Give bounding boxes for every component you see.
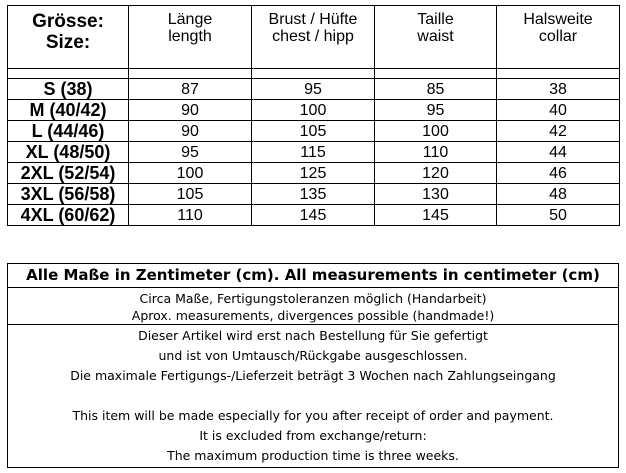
size-chart-header-row [8, 6, 620, 69]
spacer-cell [8, 69, 129, 79]
waist-cell: 130 [375, 184, 497, 205]
waist-header-en: waist [417, 28, 454, 45]
length-cell: 105 [129, 184, 252, 205]
length-header-de: Länge [167, 11, 213, 28]
length-cell: 90 [129, 121, 252, 142]
size-cell: S (38) [8, 79, 129, 100]
table-row [8, 100, 620, 121]
chest-header-cell [252, 6, 375, 69]
table-row [8, 142, 620, 163]
size-header-en: Size: [45, 32, 91, 53]
table-row [8, 205, 620, 226]
chest-cell: 145 [252, 205, 375, 226]
collar-header-en: collar [538, 28, 578, 45]
waist-cell: 95 [375, 100, 497, 121]
waist-cell: 110 [375, 142, 497, 163]
length-cell: 95 [129, 142, 252, 163]
length-cell: 90 [129, 100, 252, 121]
size-cell: 4XL (60/62) [8, 205, 129, 226]
waist-header-de: Taille [417, 11, 454, 28]
collar-cell: 50 [497, 205, 620, 226]
chest-header-de: Brust / Hüfte [268, 11, 358, 28]
chest-cell: 115 [252, 142, 375, 163]
length-cell: 87 [129, 79, 252, 100]
notice-de-line: Die maximale Fertigungs-/Lieferzeit beträgt 3 Wochen nach Zahlungseingang [70, 368, 556, 383]
chest-cell: 95 [252, 79, 375, 100]
waist-cell: 100 [375, 121, 497, 142]
notes-title: Alle Maße in Zentimeter (cm). All measurements in centimeter (cm) [8, 264, 618, 288]
notice-de-line: Dieser Artikel wird erst nach Bestellung für Sie gefertigt [138, 328, 488, 343]
table-row [8, 163, 620, 184]
measurement-notes-box [7, 263, 619, 468]
size-cell: 2XL (52/54) [8, 163, 129, 184]
table-row [8, 79, 620, 100]
spacer-cell [129, 69, 252, 79]
spacer-row [8, 69, 620, 79]
collar-cell: 40 [497, 100, 620, 121]
size-header-de: Grösse: [32, 11, 104, 32]
spacer-cell [497, 69, 620, 79]
size-cell: L (44/46) [8, 121, 129, 142]
chest-cell: 105 [252, 121, 375, 142]
collar-cell: 38 [497, 79, 620, 100]
chest-cell: 125 [252, 163, 375, 184]
notice-en-line: This item will be made especially for you after receipt of order and payment. [72, 408, 554, 423]
approx-notice-de: Circa Maße, Fertigungstoleranzen möglich (Handarbeit) [139, 291, 487, 306]
spacer-cell [252, 69, 375, 79]
waist-cell: 120 [375, 163, 497, 184]
waist-cell: 85 [375, 79, 497, 100]
table-row [8, 184, 620, 205]
size-chart-table [7, 5, 620, 226]
chest-cell: 100 [252, 100, 375, 121]
spacer-cell [375, 69, 497, 79]
waist-cell: 145 [375, 205, 497, 226]
chest-header-en: chest / hipp [272, 28, 354, 45]
approx-notice-en: Aprox. measurements, divergences possible (handmade!) [131, 308, 495, 323]
notice-de-line: und ist von Umtausch/Rückgabe ausgeschlossen. [158, 348, 468, 363]
length-header-en: length [168, 28, 212, 45]
collar-header-de: Halsweite [523, 11, 593, 28]
collar-cell: 48 [497, 184, 620, 205]
notice-en-line: It is excluded from exchange/return: [199, 428, 427, 443]
made-to-order-notice [8, 325, 618, 466]
size-cell: M (40/42) [8, 100, 129, 121]
size-cell: XL (48/50) [8, 142, 129, 163]
size-header-cell [8, 6, 129, 69]
size-cell: 3XL (56/58) [8, 184, 129, 205]
waist-header-cell [375, 6, 497, 69]
notice-spacer [8, 386, 618, 406]
table-row [8, 121, 620, 142]
chest-cell: 135 [252, 184, 375, 205]
collar-cell: 42 [497, 121, 620, 142]
collar-cell: 44 [497, 142, 620, 163]
length-cell: 100 [129, 163, 252, 184]
length-header-cell [129, 6, 252, 69]
approx-notice [8, 288, 618, 325]
collar-header-cell [497, 6, 620, 69]
length-cell: 110 [129, 205, 252, 226]
collar-cell: 46 [497, 163, 620, 184]
notice-en-line: The maximum production time is three weeks. [167, 448, 459, 463]
